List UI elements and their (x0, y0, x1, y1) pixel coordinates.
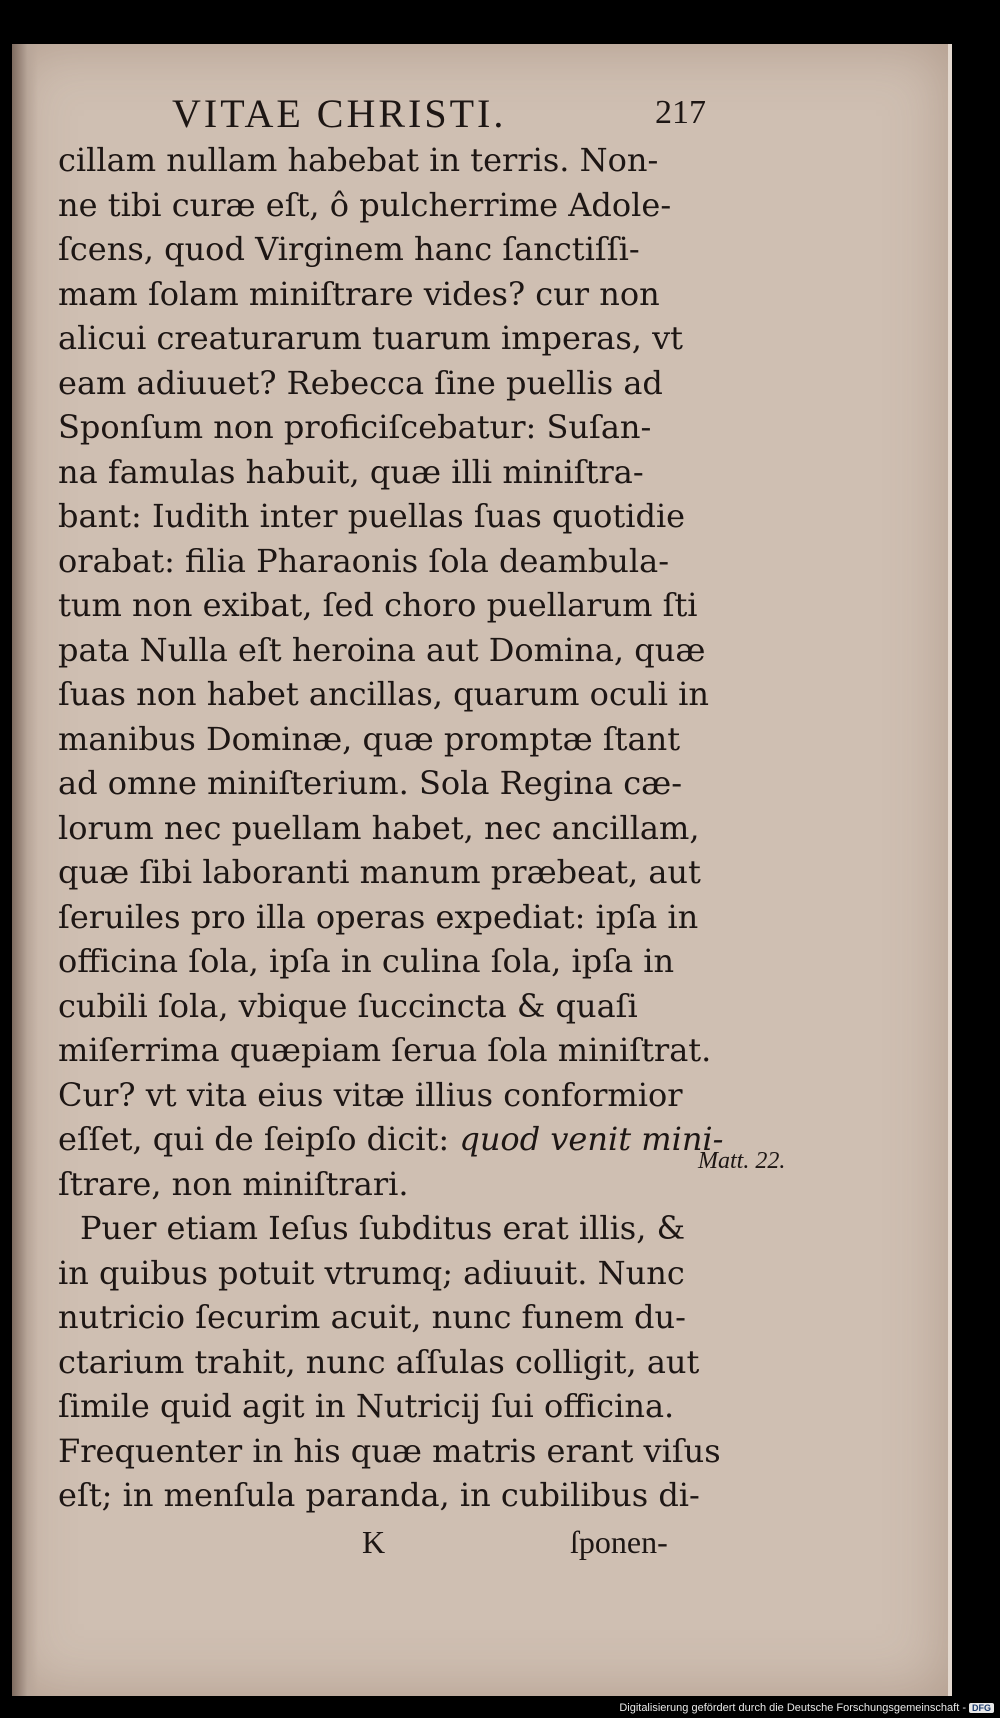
text-line: ſcens, quod Virginem hanc ſanctiſſi- (58, 230, 640, 268)
text-line: mam ſolam miniſtrare vides? cur non (58, 274, 660, 313)
text-line: Sponſum non proficiſcebatur: Suſan- (58, 408, 652, 446)
page-text (40, 90, 940, 1566)
credit-text: Digitalisierung gefördert durch die Deutsche Forschungsgemeinschaft - (619, 1702, 966, 1714)
text-line-with-quote (40, 1117, 940, 1162)
catchword: ſponen- (570, 1523, 668, 1560)
margin-note: Matt. 22. (698, 1148, 786, 1174)
text-line: nutricio ſecurim acuit, nunc funem du- (58, 1298, 686, 1336)
book-page (12, 44, 952, 1696)
dfg-logo: DFG (969, 1703, 994, 1713)
text-line: in quibus potuit vtrumq; adiuuit. Nunc (58, 1253, 685, 1292)
text-line: pata Nulla eſt heroina aut Domina, quæ (58, 630, 706, 669)
text-line: quæ ſibi laboranti manum præbeat, aut (58, 853, 701, 891)
digitization-credit (619, 1702, 994, 1714)
text-line: orabat: filia Pharaonis ſola deambula- (58, 541, 670, 580)
text-segment: eſſet, qui de ſeipſo dicit: (58, 1120, 450, 1158)
text-line: Puer etiam Ieſus ſubditus erat illis, & (80, 1209, 686, 1247)
italic-quote: quod venit mini- (459, 1120, 724, 1158)
italic-quote-line: ſtrare, non miniſtrari. (58, 1164, 409, 1203)
text-line: ſimile quid agit in Nutricij ſui officina. (58, 1387, 675, 1425)
text-line: manibus Dominæ, quæ promptæ ſtant (58, 719, 681, 758)
signature-mark: K (362, 1523, 386, 1560)
text-line: Frequenter in his quæ matris erant viſus (58, 1431, 721, 1470)
text-line: ſeruiles pro illa operas expediat: ipſa in (58, 897, 699, 936)
text-line: ſuas non habet ancillas, quarum oculi in (58, 675, 709, 713)
text-line: ctarium trahit, nunc aſſulas colligit, aut (58, 1342, 700, 1381)
text-line: officina ſola, ipſa in culina ſola, ipſa in (58, 942, 675, 980)
text-line: ne tibi curæ eſt, ô pulcherrime Adole- (58, 185, 672, 224)
text-line: cillam nullam habebat in terris. Non- (58, 141, 659, 179)
text-line: alicui creaturarum tuarum imperas, vt (58, 319, 684, 357)
text-line: na famulas habuit, quæ illi miniſtra- (58, 452, 644, 491)
running-title: VITAE CHRISTI. (172, 91, 507, 136)
text-line: Cur? vt vita eius vitæ illius conformior (58, 1075, 683, 1114)
text-line: cubili ſola, vbique ſuccincta & quaſi (58, 986, 638, 1025)
text-line: bant: Iudith inter puellas ſuas quotidie (58, 497, 686, 535)
text-line: ad omne miniſterium. Sola Regina cæ- (58, 764, 683, 802)
text-line: eſt; in menſula paranda, in cubilibus di- (58, 1476, 700, 1514)
page-gutter (12, 44, 38, 1696)
text-line: lorum nec puellam habet, nec ancillam, (58, 808, 700, 847)
page-number: 217 (655, 94, 706, 131)
running-head (40, 90, 940, 138)
text-line: miſerrima quæpiam ſerua ſola miniſtrat. (58, 1031, 712, 1069)
text-line: tum non exibat, ſed choro puellarum ſti (58, 586, 698, 624)
text-line: eam adiuuet? Rebecca ſine puellis ad (58, 363, 663, 402)
page-footer (40, 1518, 940, 1566)
